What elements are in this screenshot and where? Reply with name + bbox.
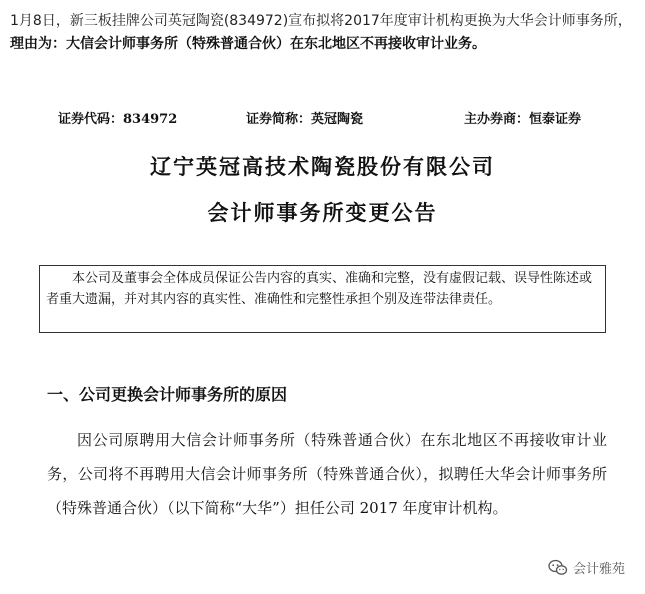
watermark-text: 会计雅苑	[572, 561, 625, 577]
news-intro	[10, 10, 636, 56]
security-code: 证券代码：834972	[58, 112, 178, 127]
watermark	[546, 555, 627, 579]
security-short-name: 证券简称：英冠陶瓷	[246, 112, 364, 127]
intro-reason: 理由为：大信会计师事务所（特殊普通合伙）在东北地区不再接收审计业务。	[10, 36, 486, 52]
intro-text: 1月8日，新三板挂牌公司英冠陶瓷(834972)宣布拟将2017年度审计机构更换为大华会计师事务所，	[10, 13, 632, 29]
section-body: 因公司原聘用大信会计师事务所（特殊普通合伙）在东北地区不再接收审计业务，公司将不再聘用大信会计师事务所（特殊普通合伙），拟聘任大华会计师事务所（特殊普通合伙）（以下简称“大华”）担任公司 2017 年度审计机构。	[47, 431, 607, 517]
company-title: 辽宁英冠高技术陶瓷股份有限公司	[150, 154, 495, 179]
announcement-title: 会计师事务所变更公告	[207, 200, 438, 225]
sponsor-broker: 主办券商：恒泰证券	[464, 112, 582, 127]
disclaimer-box	[39, 265, 606, 333]
section-heading: 一、公司更换会计师事务所的原因	[47, 385, 288, 404]
wechat-icon	[548, 559, 568, 576]
disclaimer-text: 本公司及董事会全体成员保证公告内容的真实、准确和完整，没有虚假记载、误导性陈述或者重大遗漏，并对其内容的真实性、准确性和完整性承担个别及连带法律责任。	[46, 271, 593, 307]
announcement-header	[0, 108, 645, 130]
